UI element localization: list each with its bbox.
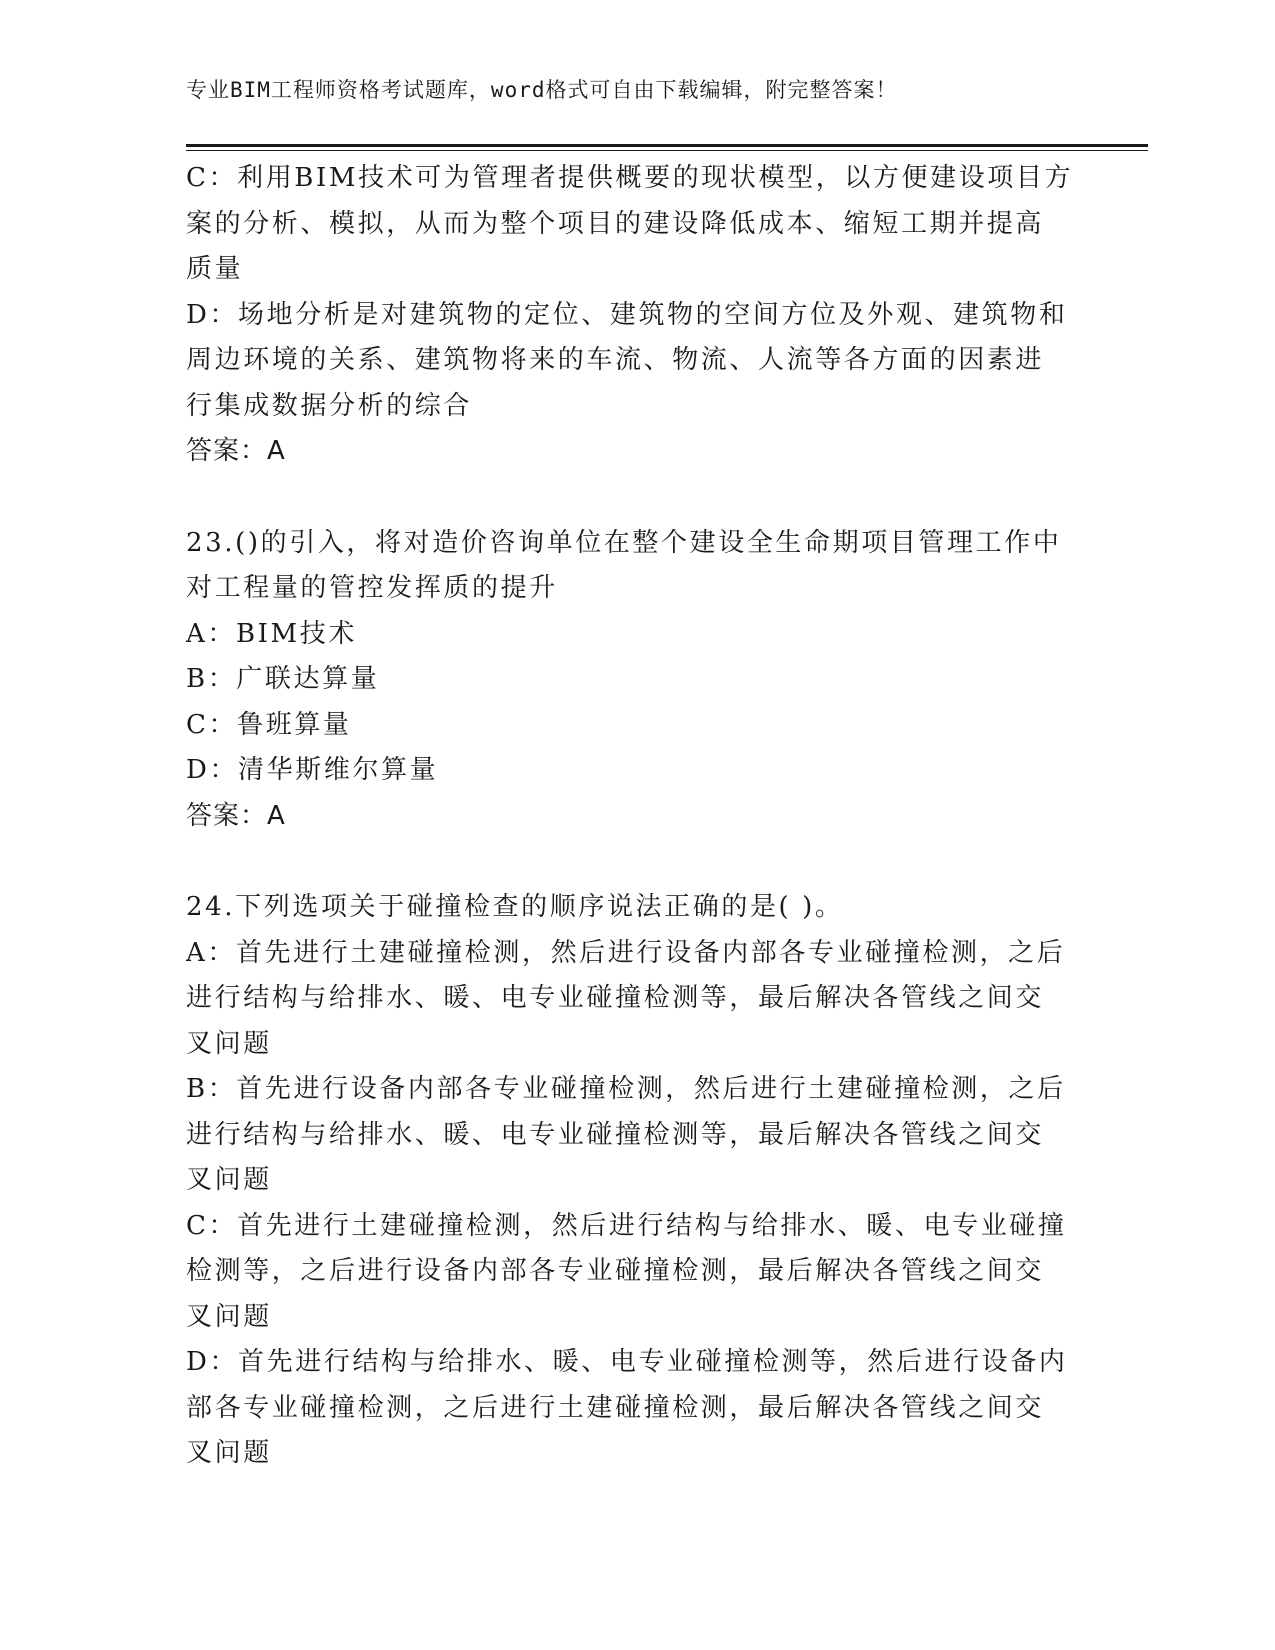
text-line: 叉问题: [186, 1438, 272, 1468]
text-line: C：首先进行土建碰撞检测，然后进行结构与给排水、暖、电专业碰撞: [186, 1210, 1067, 1241]
text-line: 叉问题: [186, 1028, 272, 1059]
text-line: 检测等，之后进行设备内部各专业碰撞检测，最后解决各管线之间交: [186, 1256, 1045, 1286]
q24-option-a: [186, 931, 1076, 1068]
text-line: C：利用BIM技术可为管理者提供概要的现状模型，以方便建设项目方: [186, 163, 1074, 193]
q23-option-c: C：鲁班算量: [186, 709, 352, 740]
q23-stem: [186, 521, 1076, 612]
spacer: [186, 475, 1076, 521]
text-line: 进行结构与给排水、暖、电专业碰撞检测等，最后解决各管线之间交: [186, 1119, 1045, 1150]
text-line: 行集成数据分析的综合: [186, 390, 473, 421]
q24-option-b: [186, 1067, 1076, 1204]
text-line: 叉问题: [186, 1165, 272, 1195]
page-header: 专业BIM工程师资格考试题库，word格式可自由下载编辑，附完整答案！: [186, 78, 898, 102]
text-line: 质量: [186, 254, 244, 284]
q22-answer: 答案：A: [186, 436, 286, 466]
text-line: D：场地分析是对建筑物的定位、建筑物的空间方位及外观、建筑物和: [186, 299, 1068, 330]
q22-option-c: [186, 156, 1076, 293]
text-line: A：首先进行土建碰撞检测，然后进行设备内部各专业碰撞检测，之后: [186, 937, 1066, 968]
text-line: 23.()的引入，将对造价咨询单位在整个建设全生命期项目管理工作中: [186, 527, 1062, 558]
q23-option-d: D：清华斯维尔算量: [186, 755, 439, 785]
text-line: 对工程量的管控发挥质的提升: [186, 573, 558, 603]
text-line: B：首先进行设备内部各专业碰撞检测，然后进行土建碰撞检测，之后: [186, 1074, 1066, 1104]
q24-option-d: [186, 1340, 1076, 1477]
text-line: 部各专业碰撞检测，之后进行土建碰撞检测，最后解决各管线之间交: [186, 1392, 1045, 1423]
q22-option-d: [186, 293, 1076, 430]
text-line: 进行结构与给排水、暖、电专业碰撞检测等，最后解决各管线之间交: [186, 983, 1045, 1013]
text-line: 周边环境的关系、建筑物将来的车流、物流、人流等各方面的因素进: [186, 345, 1045, 375]
text-line: 案的分析、模拟，从而为整个项目的建设降低成本、缩短工期并提高: [186, 208, 1045, 239]
q24-option-c: [186, 1204, 1076, 1341]
header-rule-thick: [186, 144, 1148, 147]
spacer: [186, 839, 1076, 885]
q23-option-a: A：BIM技术: [186, 618, 357, 649]
text-line: 叉问题: [186, 1301, 272, 1332]
text-line: D：首先进行结构与给排水、暖、电专业碰撞检测等，然后进行设备内: [186, 1347, 1068, 1377]
q23-option-b: B：广联达算量: [186, 664, 380, 694]
page-content: [186, 156, 1076, 1477]
q24-stem: 24.下列选项关于碰撞检查的顺序说法正确的是( )。: [186, 892, 844, 922]
q23-answer: 答案：A: [186, 800, 286, 831]
header-rule-thin: [186, 150, 1148, 151]
